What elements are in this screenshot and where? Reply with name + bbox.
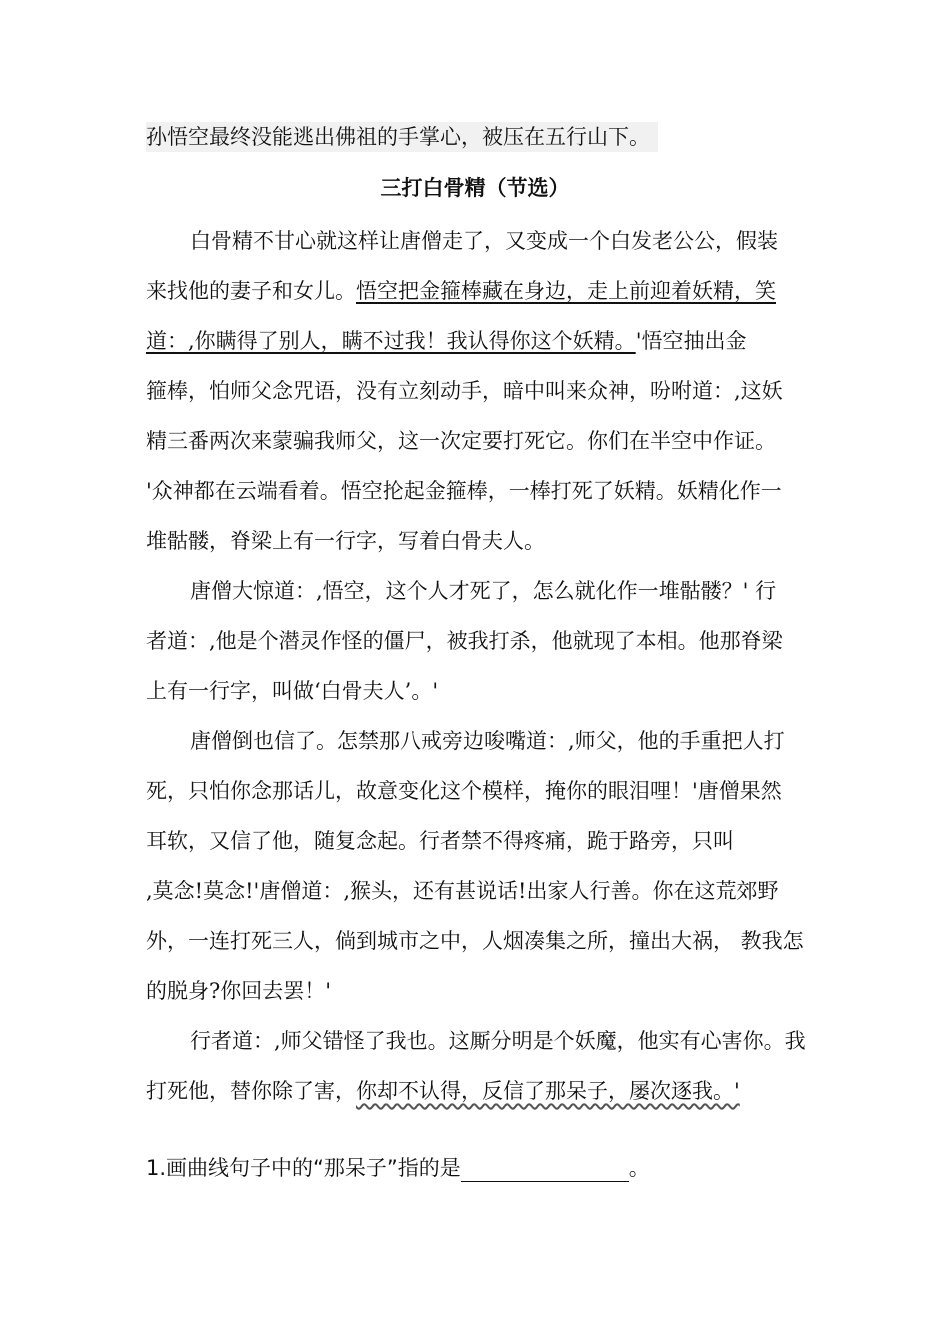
intro-line: 孙悟空最终没能逃出佛祖的手掌心，被压在五行山下。 bbox=[146, 122, 658, 152]
question-suffix: 。 bbox=[628, 1156, 650, 1180]
plain-text: 打死他，替你除了害， bbox=[146, 1079, 356, 1103]
section-title: 三打白骨精（节选） bbox=[380, 176, 570, 200]
passage-line: 死，只怕你念那话儿，故意变化这个模样，掩你的眼泪哩！'唐僧果然 bbox=[146, 779, 782, 803]
passage-line: '众神都在云端看着。悟空抡起金箍棒，一棒打死了妖精。妖精化作一 bbox=[146, 479, 782, 503]
passage-line: 外，一连打死三人，倘到城市之中，人烟凑集之所，撞出大祸， 教我怎 bbox=[146, 929, 804, 953]
passage-line: 行者道：,师父错怪了我也。这厮分明是个妖魔，他实有心害你。我 bbox=[190, 1029, 806, 1053]
wavy-underlined-sentence: 你却不认得，反信了那呆子，屡次逐我。' bbox=[356, 1079, 740, 1103]
passage-line: 精三番两次来蒙骗我师父，这一次定要打死它。你们在半空中作证。 bbox=[146, 429, 776, 453]
question-1 bbox=[146, 1152, 650, 1182]
passage-line bbox=[146, 1076, 740, 1106]
underlined-sentence: 悟空把金箍棒藏在身边，走上前迎着妖精，笑 bbox=[356, 279, 776, 303]
passage-line: 耳软，又信了他，随复念起。行者禁不得疼痛，跪于路旁，只叫 bbox=[146, 829, 734, 853]
passage-line bbox=[146, 276, 776, 306]
question-text: 1.画曲线句子中的“那呆子”指的是 bbox=[146, 1156, 461, 1180]
passage-line: 唐僧倒也信了。怎禁那八戒旁边唆嘴道：,师父，他的手重把人打 bbox=[190, 729, 785, 753]
passage-line: 唐僧大惊道：,悟空，这个人才死了，怎么就化作一堆骷髅？' 行 bbox=[190, 579, 777, 603]
underlined-sentence: 道：,你瞒得了别人，瞒不过我！我认得你这个妖精。 bbox=[146, 329, 636, 353]
passage-line: 的脱身?你回去罢！' bbox=[146, 979, 332, 1003]
passage-line: ,莫念!莫念!'唐僧道：,猴头，还有甚说话!出家人行善。你在这荒郊野 bbox=[146, 879, 779, 903]
passage-line: 箍棒，怕师父念咒语，没有立刻动手，暗中叫来众神，吩咐道：,这妖 bbox=[146, 379, 783, 403]
plain-text: '悟空抽出金 bbox=[635, 329, 747, 353]
plain-text: 来找他的妻子和女儿。 bbox=[146, 279, 356, 303]
passage-line: 堆骷髅，脊梁上有一行字，写着白骨夫人。 bbox=[146, 529, 545, 553]
passage-line: 上有一行字，叫做‘白骨夫人’。' bbox=[146, 679, 439, 703]
passage-line: 者道：,他是个潜灵作怪的僵尸，被我打杀，他就现了本相。他那脊梁 bbox=[146, 629, 783, 653]
passage-line: 白骨精不甘心就这样让唐僧走了，又变成一个白发老公公，假装 bbox=[190, 229, 778, 253]
passage-line bbox=[146, 326, 746, 356]
answer-blank[interactable] bbox=[461, 1159, 629, 1182]
